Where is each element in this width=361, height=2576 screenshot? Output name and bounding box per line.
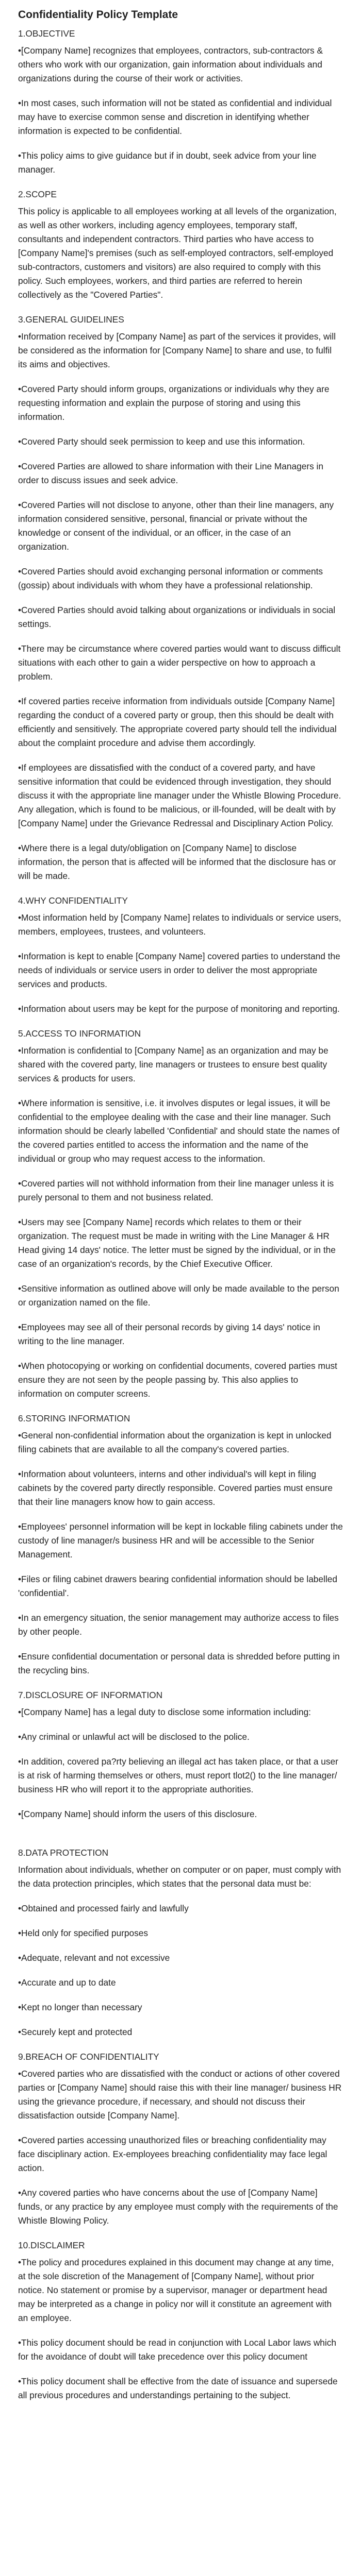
paragraph: •Files or filing cabinet drawers bearing confidential information should be labelled 'confidential'.: [18, 1574, 337, 1598]
page-title: Confidentiality Policy Template: [18, 9, 178, 21]
paragraph: •If employees are dissatisfied with the conduct of a covered party, and have sensitive information that could be evidenced through investigation, they should discuss it with the appropriate line manager under the Whistle Blowing Procedure. Any allegation, which is found to be malicious, or ill-founded, will be dealt with by [Company Name] under the Grievance Redressal and Disciplinary Action Policy.: [18, 762, 341, 828]
paragraph: •Any covered parties who have concerns about the use of [Company Name] funds, or any practice by any employee must comply with the requirements of the Whistle Blowing Policy.: [18, 2188, 338, 2226]
paragraph: Information about individuals, whether on computer or on paper, must comply with the data protection principles, which states that the personal data must be:: [18, 1865, 341, 1889]
paragraph: •Covered Party should inform groups, organizations or individuals why they are requesting information and explain the purpose of storing and using this information.: [18, 384, 330, 422]
paragraph: •Where there is a legal duty/obligation on [Company Name] to disclose information, the person that is affected will be informed that the disclosure has or will be made.: [18, 843, 336, 881]
paragraph: •Information about users may be kept for the purpose of monitoring and reporting.: [18, 1004, 340, 1014]
paragraph: •Any criminal or unlawful act will be disclosed to the police.: [18, 1732, 250, 1742]
paragraph: •Adequate, relevant and not excessive: [18, 1953, 170, 1963]
paragraph: •Covered Parties should avoid exchanging personal information or comments (gossip) about individuals with whom they have a professional relationship.: [18, 566, 323, 590]
paragraph: •The policy and procedures explained in this document may change at any time, at the sole discretion of the Management of [Company Name], without prior notice. No statement or promise by a supervisor, manager or department head may be interpreted as a change in policy nor will it constitute an agreement with an employee.: [18, 2257, 334, 2323]
paragraph: •This policy document should be read in conjunction with Local Labor laws which for the avoidance of doubt will take precedence over this policy document: [18, 2337, 336, 2362]
paragraph: •Covered parties accessing unauthorized files or breaching confidentiality may face disciplinary action. Ex-employees breaching confidentiality may face legal action.: [18, 2135, 327, 2173]
paragraph: •Covered Parties will not disclose to anyone, other than their line managers, any information considered sensitive, personal, financial or private without the knowledge or consent of the individual, or an officer, in the case of an organization.: [18, 500, 334, 552]
section-heading: 9.BREACH OF CONFIDENTIALITY: [18, 2052, 159, 2062]
section-heading: 8.DATA PROTECTION: [18, 1848, 109, 1858]
paragraph: •Information received by [Company Name] as part of the services it provides, will be considered as the information for [Company Name] to share and use, to fulfil its aims and objectives.: [18, 331, 336, 369]
paragraph: •Information is kept to enable [Company Name] covered parties to understand the needs of individuals or service users in order to deliver the most appropriate services and products.: [18, 951, 340, 989]
section-heading: 5.ACCESS TO INFORMATION: [18, 1028, 141, 1039]
paragraph: •Covered parties who are dissatisfied with the conduct or actions of other covered parties or [Company Name] should raise this with their line manager/ business HR using the grievance procedure, if necessary, and should not discuss their dissatisfaction outside [Company Name].: [18, 2069, 342, 2121]
paragraph: •Employees may see all of their personal records by giving 14 days' notice in writing to the line manager.: [18, 1322, 320, 1346]
section-heading: 4.WHY CONFIDENTIALITY: [18, 895, 128, 906]
paragraph: •Information about volunteers, interns and other individual's will kept in filing cabinets by the covered party directly responsible. Covered parties must ensure that their line managers know how to gain access.: [18, 1469, 333, 1507]
paragraph: •There may be circumstance where covered parties would want to discuss difficult situations with each other to gain a wider perspective on how to approach a problem.: [18, 643, 341, 682]
paragraph: •Users may see [Company Name] records which relates to them or their organization. The request must be made in writing with the Line Manager & HR Head giving 14 days' notice. The letter must be signed by the individual, or in the case of an organization's records, by the Chief Executive Officer.: [18, 1217, 336, 1269]
paragraph: •Covered Parties should avoid talking about organizations or individuals in social settings.: [18, 605, 336, 629]
paragraph: •[Company Name] recognizes that employees, contractors, sub-contractors & others who work with our organization, gain information about individuals and organizations during the course of their work or activities.: [18, 45, 323, 83]
paragraph: •[Company Name] has a legal duty to disclose some information including:: [18, 1707, 311, 1717]
paragraph: •In addition, covered pa?rty believing an illegal act has taken place, or that a user is at risk of harming themselves or others, must report tlot2() to the line manager/ business HR who will report it to the appropriate authorities.: [18, 1756, 338, 1794]
paragraph: •This policy document shall be effective from the date of issuance and supersede all previous procedures and understandings pertaining to the subject.: [18, 2376, 338, 2400]
blank-line: [18, 1832, 343, 1846]
paragraph: •Where information is sensitive, i.e. it involves disputes or legal issues, it will be confidential to the employee dealing with the case and their line manager. Such information should be clearly labelled 'Confidential' and should state the names of the covered parties entitled to access the information and the name of the individual or group who may request access to the information.: [18, 1098, 340, 1164]
paragraph: •Covered parties will not withhold information from their line manager unless it is purely personal to them and not business related.: [18, 1178, 334, 1202]
section-heading: 7.DISCLOSURE OF INFORMATION: [18, 1690, 163, 1700]
paragraph: •In an emergency situation, the senior management may authorize access to files by other people.: [18, 1613, 339, 1637]
paragraph: •Obtained and processed fairly and lawfully: [18, 1903, 189, 1913]
section-heading: 1.OBJECTIVE: [18, 28, 75, 39]
document-body: [18, 27, 343, 2402]
paragraph: •Covered Party should seek permission to keep and use this information.: [18, 436, 305, 447]
section-heading: 2.SCOPE: [18, 189, 57, 199]
paragraph: •Held only for specified purposes: [18, 1928, 148, 1938]
paragraph: •When photocopying or working on confidential documents, covered parties must ensure they are not seen by the people passing by. This also applies to information on computer screens.: [18, 1361, 337, 1399]
paragraph: •Accurate and up to date: [18, 1977, 116, 1988]
paragraph: •Employees' personnel information will be kept in lockable filing cabinets under the custody of line manager/s business HR and will be accessible to the Senior Management.: [18, 1521, 343, 1560]
section-heading: 3.GENERAL GUIDELINES: [18, 314, 124, 325]
section-heading: 10.DISCLAIMER: [18, 2240, 85, 2250]
paragraph: •This policy aims to give guidance but if in doubt, seek advice from your line manager.: [18, 150, 317, 175]
paragraph: •Information is confidential to [Company Name] as an organization and may be shared with the covered party, line managers or trustees to ensure best quality services & products for users.: [18, 1045, 329, 1083]
paragraph: •Kept no longer than necessary: [18, 2002, 142, 2012]
paragraph: •[Company Name] should inform the users of this disclosure.: [18, 1809, 257, 1819]
paragraph: •Sensitive information as outlined above will only be made available to the person or organization named on the file.: [18, 1283, 339, 1308]
paragraph: •Securely kept and protected: [18, 2027, 133, 2037]
paragraph: •Ensure confidential documentation or personal data is shredded before putting in the recycling bins.: [18, 1651, 340, 1675]
paragraph: •If covered parties receive information from individuals outside [Company Name] regarding the conduct of a covered party or group, then this should be dealt with efficiently and sensitively. The appropriate covered party should tell the individual about the complaint procedure and advise them accordingly.: [18, 696, 337, 748]
section-heading: 6.STORING INFORMATION: [18, 1413, 130, 1423]
paragraph: •In most cases, such information will not be stated as confidential and individual may have to exercise common sense and discretion in identifying whether information is expected to be confidential.: [18, 98, 332, 136]
paragraph: •General non-confidential information about the organization is kept in unlocked filing cabinets that are available to all the company's covered parties.: [18, 1430, 332, 1454]
paragraph: •Most information held by [Company Name] relates to individuals or service users, members, employees, trustees, and volunteers.: [18, 912, 341, 937]
paragraph: •Covered Parties are allowed to share information with their Line Managers in order to discuss issues and seek advice.: [18, 461, 323, 485]
paragraph: This policy is applicable to all employees working at all levels of the organization, as well as other workers, including agency employees, temporary staff, consultants and independent contractors. Third parties who have access to [Company Name]'s premises (such as self-employed contractors, self-employed sub-contractors, customers and visitors) are also required to comply with this policy. Such employees, workers, and third parties are referred to herein collectively as the "Covered Parties".: [18, 206, 337, 300]
